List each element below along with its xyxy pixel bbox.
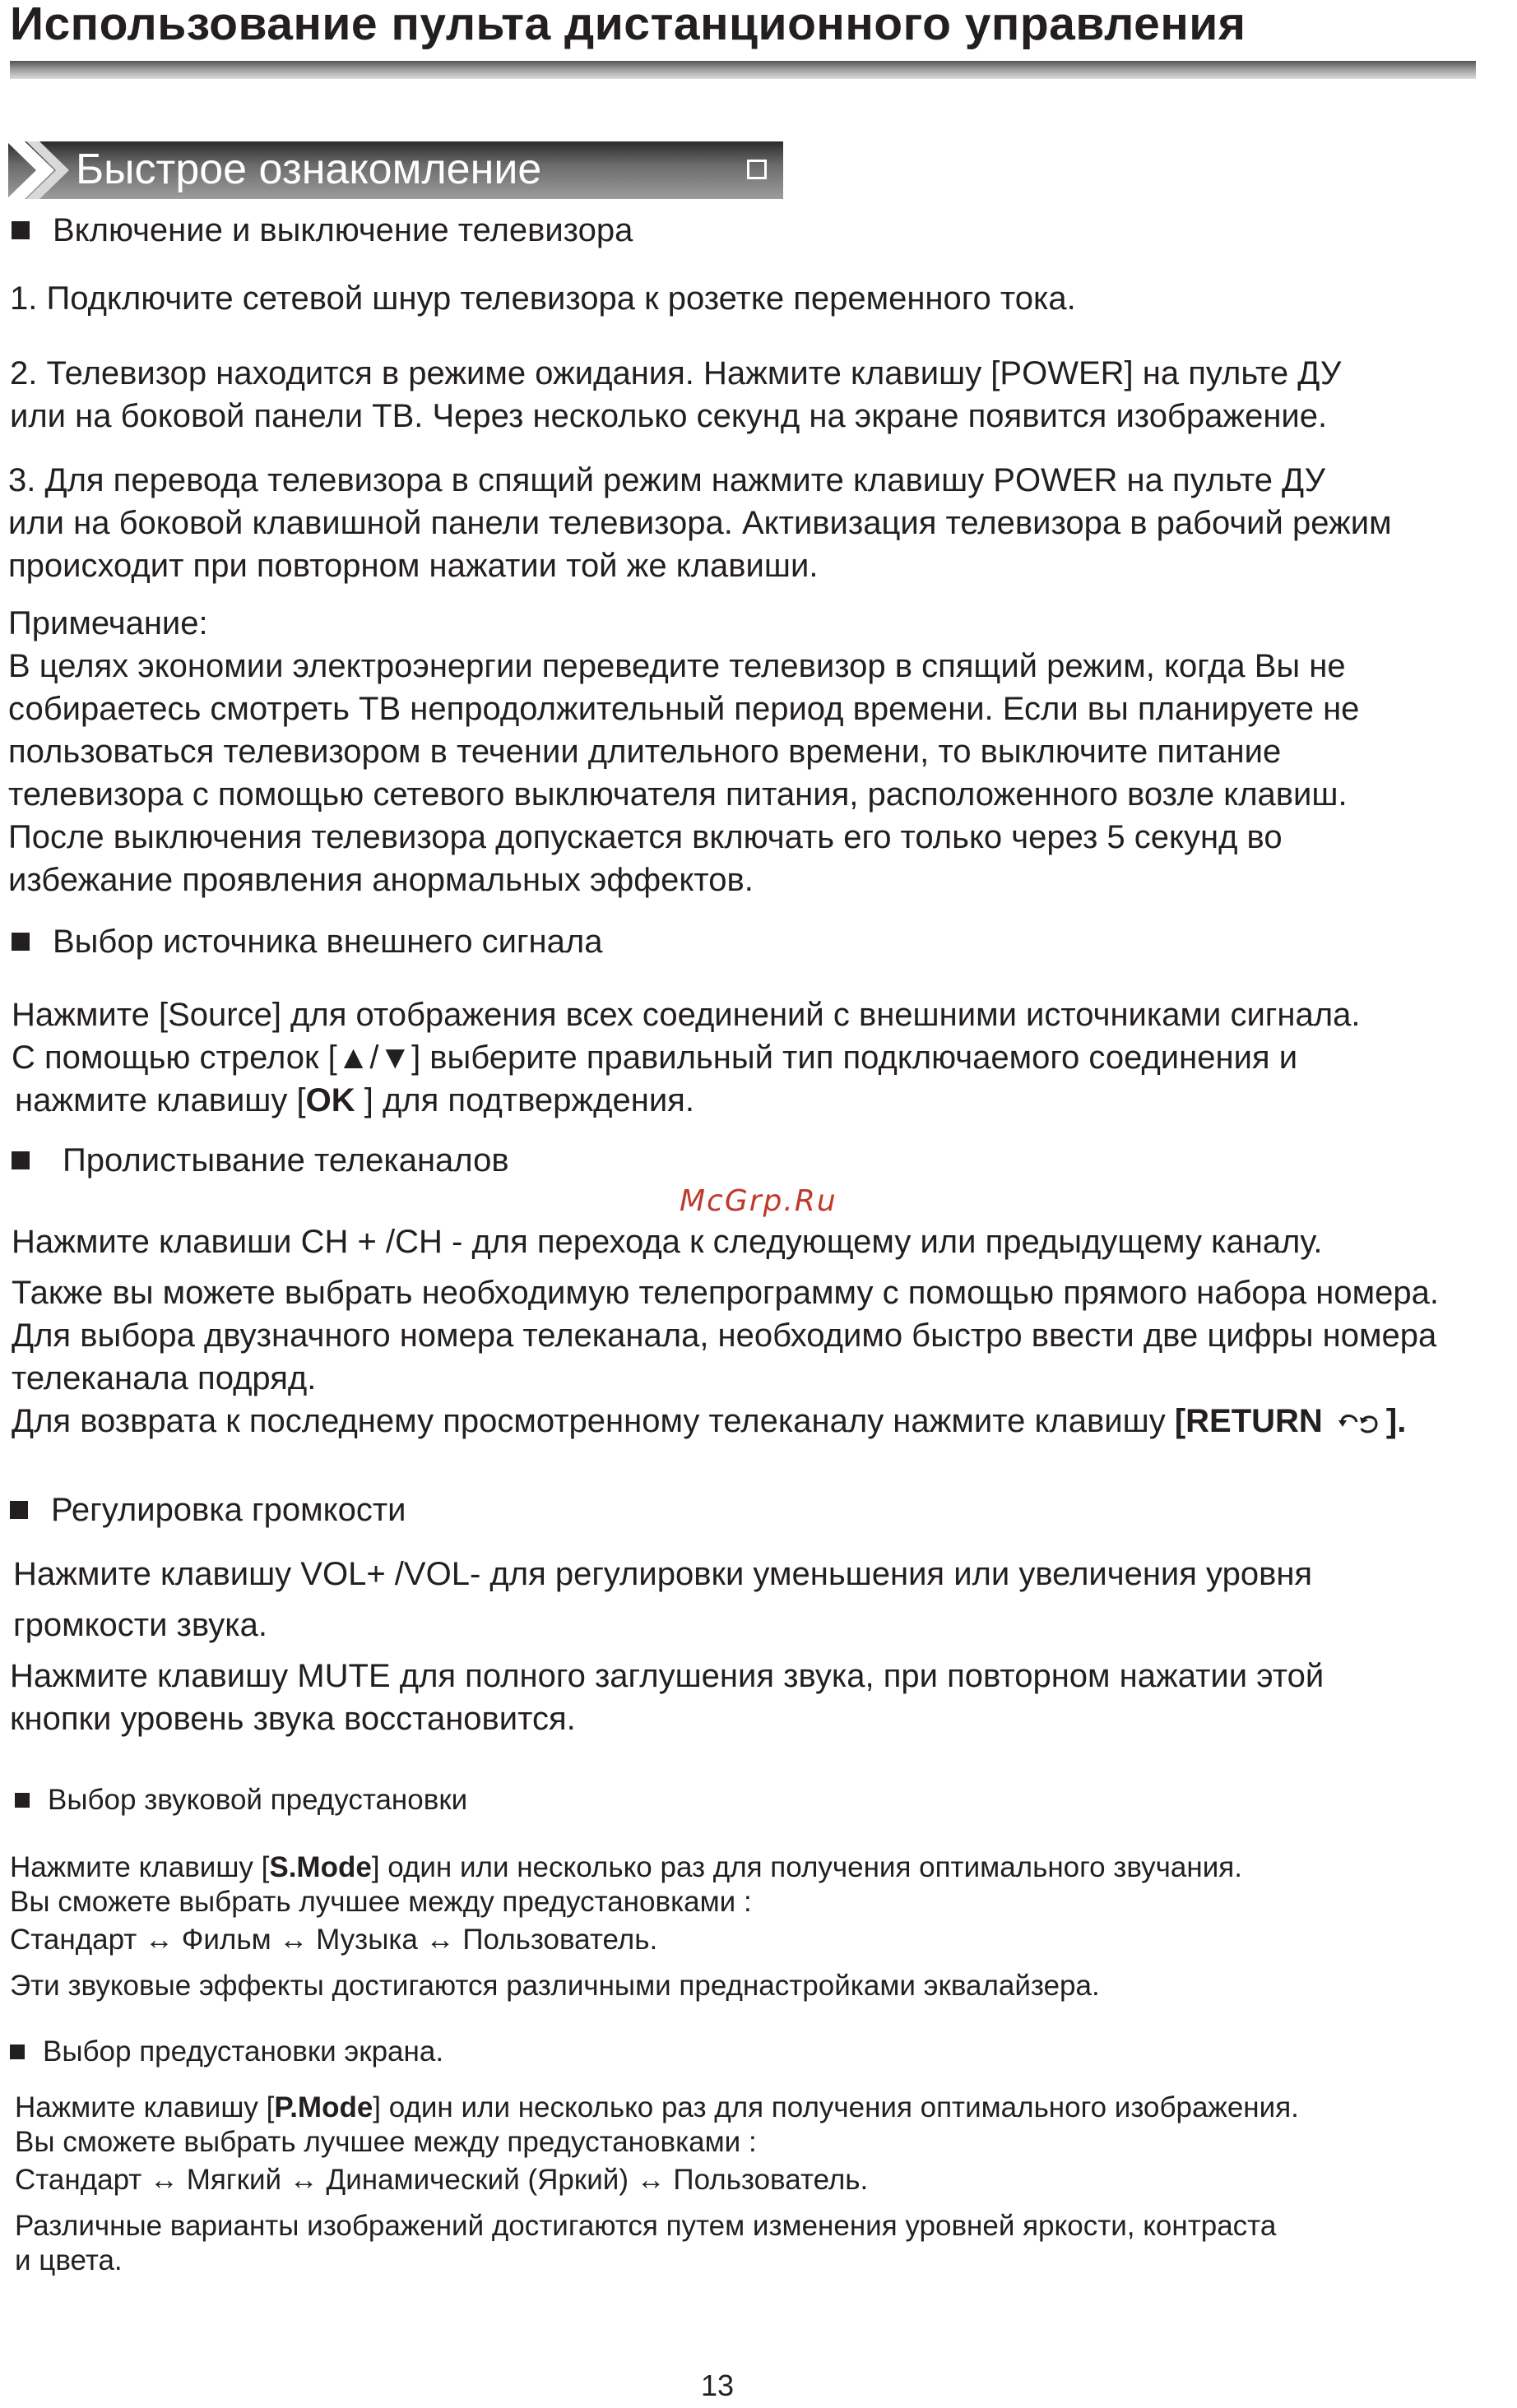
- bullet-square-icon: [12, 1151, 30, 1169]
- watermark: McGrp.Ru: [680, 1184, 837, 1218]
- title-underline: [10, 61, 1476, 79]
- section-heading-channels: Пролистывание телеканалов: [12, 1141, 509, 1180]
- bullet-square-icon: [10, 2044, 25, 2059]
- bullet-square-icon: [12, 933, 30, 951]
- ch-keys: CH + /CH -: [300, 1224, 463, 1260]
- chevron-right-icon: [7, 141, 72, 199]
- section-heading-source: Выбор источника внешнего сигнала: [12, 922, 602, 961]
- p-mode-key: P.Mode: [274, 2091, 373, 2123]
- picture-preset-instructions: Нажмите клавишу [P.Mode] один или несколько раз для получения оптимального изображения. Вы сможете выбрать лучшее между предустановками : Стандарт ↔ Мягкий ↔ Динамический (Яркий) ↔ Пользователь. Различные варианты изображений достигаются путем изменения уровней яркости, контраста и цвета.: [15, 2091, 1299, 2276]
- volume-mute: Нажмите клавишу MUTE для полного заглушения звука, при повторном нажатии этой кнопки уровень звука восстановится.: [10, 1658, 1324, 1737]
- section-heading-picture-preset: Выбор предустановки экрана.: [10, 2035, 443, 2069]
- power-step-1: 1. Подключите сетевой шнур телевизора к розетке переменного тока.: [10, 280, 1076, 317]
- section-banner: [8, 141, 783, 199]
- return-icon: [1337, 1410, 1381, 1435]
- ok-key: OK: [305, 1082, 355, 1118]
- section-banner-label: Быстрое ознакомление: [76, 146, 542, 193]
- power-note: Примечание: В целях экономии электроэнергии переведите телевизор в спящий режим, когда Вы не собираетесь смотреть ТВ непродолжительный период времени. Если вы планируете не пользоваться телевизором в течении длительного времени, то выключите питание телевизора с помощью сетевого выключателя питания, расположенного возле клавиш. После выключения телевизора допускается включать его только через 5 секунд во избежание проявления анормальных эффектов.: [8, 605, 1360, 898]
- volume-line-1: Нажмите клавишу VOL+ /VOL- для регулировки уменьшения или увеличения уровня: [13, 1556, 1313, 1592]
- section-heading-sound-preset: Выбор звуковой предустановки: [15, 1783, 467, 1818]
- section-heading-volume: Регулировка громкости: [10, 1490, 406, 1530]
- square-outline-icon: [747, 160, 767, 179]
- channels-instructions: Также вы можете выбрать необходимую телепрограмму с помощью прямого набора номера. Для выбора двузначного номера телеканала, необходимо быстро ввести две цифры номера телеканала подряд. Для возврата к последнему просмотренному телеканалу нажмите клавишу [RETURN ].: [12, 1275, 1439, 1439]
- power-step-3: 3. Для перевода телевизора в спящий режим нажмите клавишу POWER на пульте ДУ или на боковой клавишной панели телевизора. Активизация телевизора в рабочий режим происходит при повторном нажатии той же клавиши.: [8, 462, 1392, 584]
- arrow-keys: ▲/▼: [336, 1040, 412, 1076]
- s-mode-key: S.Mode: [269, 1851, 372, 1883]
- return-key: [RETURN: [1174, 1403, 1323, 1439]
- volume-line-2: громкости звука.: [13, 1607, 268, 1643]
- bullet-square-icon: [15, 1793, 30, 1808]
- page-title: Использование пульта дистанционного управления: [10, 0, 1246, 50]
- channels-line-1: Нажмите клавиши CH + /CH - для перехода к следующему или предыдущему каналу.: [12, 1224, 1323, 1260]
- bullet-square-icon: [10, 1501, 28, 1519]
- section-heading-power: Включение и выключение телевизора: [12, 211, 633, 250]
- power-step-2: 2. Телевизор находится в режиме ожидания. Нажмите клавишу [POWER] на пульте ДУ или на боковой панели ТВ. Через несколько секунд на экране появится изображение.: [10, 355, 1342, 434]
- sound-preset-instructions: Нажмите клавишу [S.Mode] один или несколько раз для получения оптимального звучания. Вы сможете выбрать лучшее между предустановками : Стандарт ↔ Фильм ↔ Музыка ↔ Пользователь. Эти звуковые эффекты достигаются различными преднастройками эквалайзера.: [10, 1851, 1242, 2002]
- vol-keys: VOL+ /VOL-: [300, 1556, 481, 1592]
- bullet-square-icon: [12, 221, 30, 239]
- page-number: 13: [701, 2369, 735, 2402]
- source-instructions: Нажмите [Source] для отображения всех соединений с внешними источниками сигнала. С помощью стрелок [▲/▼] выберите правильный тип подключаемого соединения и нажмите клавишу [OK ] для подтверждения.: [12, 997, 1361, 1118]
